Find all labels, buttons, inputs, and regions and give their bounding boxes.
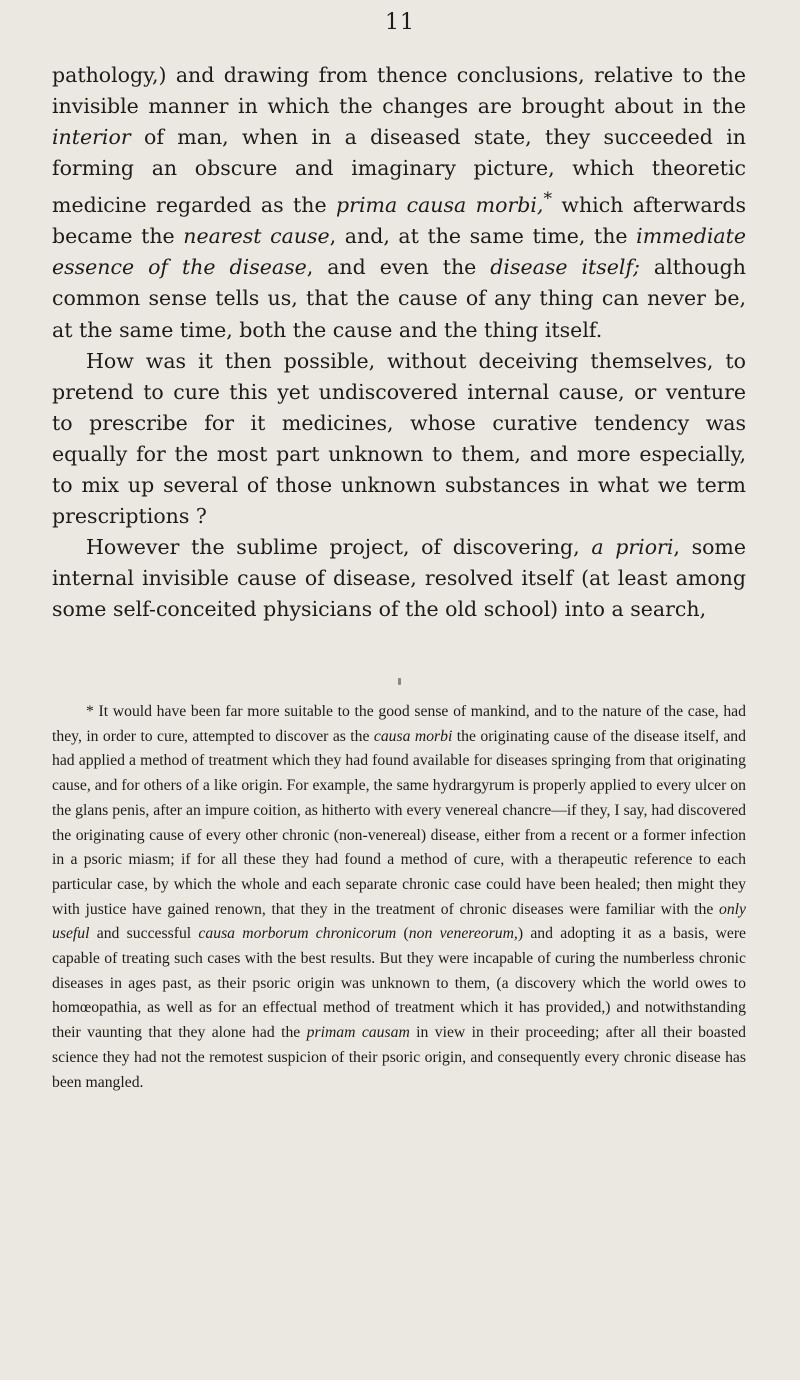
text-run: although common sense tells us, that the cause of any thing can never be, at the same time, both the cause and the thing itself. <box>52 255 747 342</box>
text-run: pathology,) and drawing from thence conclusions, relative to the invisible manner in which the changes are brought about in the <box>52 63 746 119</box>
paragraph-1 <box>52 60 746 346</box>
footnote-marker: * <box>543 189 552 210</box>
text-run: in view in their proceeding; after all their boasted science they had not the remotest suspicion of their psoric origin, and consequently every chronic disease has been mangled. <box>52 1024 746 1091</box>
text-run: and successful <box>89 925 199 943</box>
text-run: , and even the <box>306 255 491 280</box>
text-run: of man, when in a diseased state, they succeeded in forming an obscure and imaginary picture, which theoretic medicine regarded as the <box>52 125 746 218</box>
italic-run: immediate essence of the disease <box>52 224 746 280</box>
italic-run: causa morborum chronicorum <box>198 925 397 943</box>
italic-run: prima causa morbi, <box>336 193 544 218</box>
italic-run: causa morbi <box>373 727 453 745</box>
text-run: the originating cause of the disease itself, and had applied a method of treatment which they had found available for diseases springing from that originating cause, and for others of a like origin. For example, the same hydrargyrum is properly applied to every ulcer on the glans penis, after an impure coition, as hitherto with every venereal chancre—if they, I say, had discovered the originating cause of every other chronic (non-venereal) disease, either from a recent or a former infection in a psoric miasm; if for all these they had found a method of cure, with a therapeutic reference to each particular case, by which the whole and each separate chronic case could have been healed; then might they with justice have gained renown, that they in the treatment of chronic diseases were familiar with the <box>52 727 746 918</box>
italic-run: primam causam <box>306 1024 410 1042</box>
text-run: However the sublime project, of discovering, <box>86 535 592 560</box>
text-run: , and, at the same time, the <box>329 224 637 249</box>
text-run: * It would have been far more suitable to the good sense of mankind, and to the nature of the case, had they, in order to cure, attempted to discover as the <box>52 703 746 745</box>
italic-run: interior <box>52 125 131 150</box>
page-number: 11 <box>385 10 415 35</box>
main-text <box>52 60 746 626</box>
italic-run: disease itself; <box>490 255 640 280</box>
italic-run: only useful <box>52 900 746 943</box>
text-run: which afterwards became the <box>52 193 746 249</box>
footnote-paragraph <box>52 700 746 1095</box>
paragraph-3 <box>52 532 746 625</box>
ink-mark <box>398 678 401 685</box>
footnote <box>52 700 746 1095</box>
italic-run: a priori <box>591 535 674 560</box>
italic-run: nearest cause <box>183 224 330 249</box>
italic-run: non venereorum, <box>408 925 518 943</box>
text-run: ( <box>396 925 409 943</box>
text-run: , some internal invisible cause of disease, resolved itself (at least among some self-conceited physicians of the old school) into a search, <box>52 535 746 622</box>
text-run: ) and adopting it as a basis, were capable of treating such cases with the best results. But they were incapable of curing the numberless chronic diseases in ages past, as their psoric origin was unknown to them, (a discovery which the world owes to homœopathia, as well as for an effectual method of treatment which it has provided,) and notwithstanding their vaunting that they alone had the <box>52 925 746 1042</box>
paragraph-2: How was it then possible, without deceiving themselves, to pretend to cure this yet undiscovered internal cause, or venture to prescribe for it medicines, whose curative tendency was equally for the most part unknown to them, and more especially, to mix up several of those unknown substances in what we term prescriptions ? <box>52 348 746 529</box>
